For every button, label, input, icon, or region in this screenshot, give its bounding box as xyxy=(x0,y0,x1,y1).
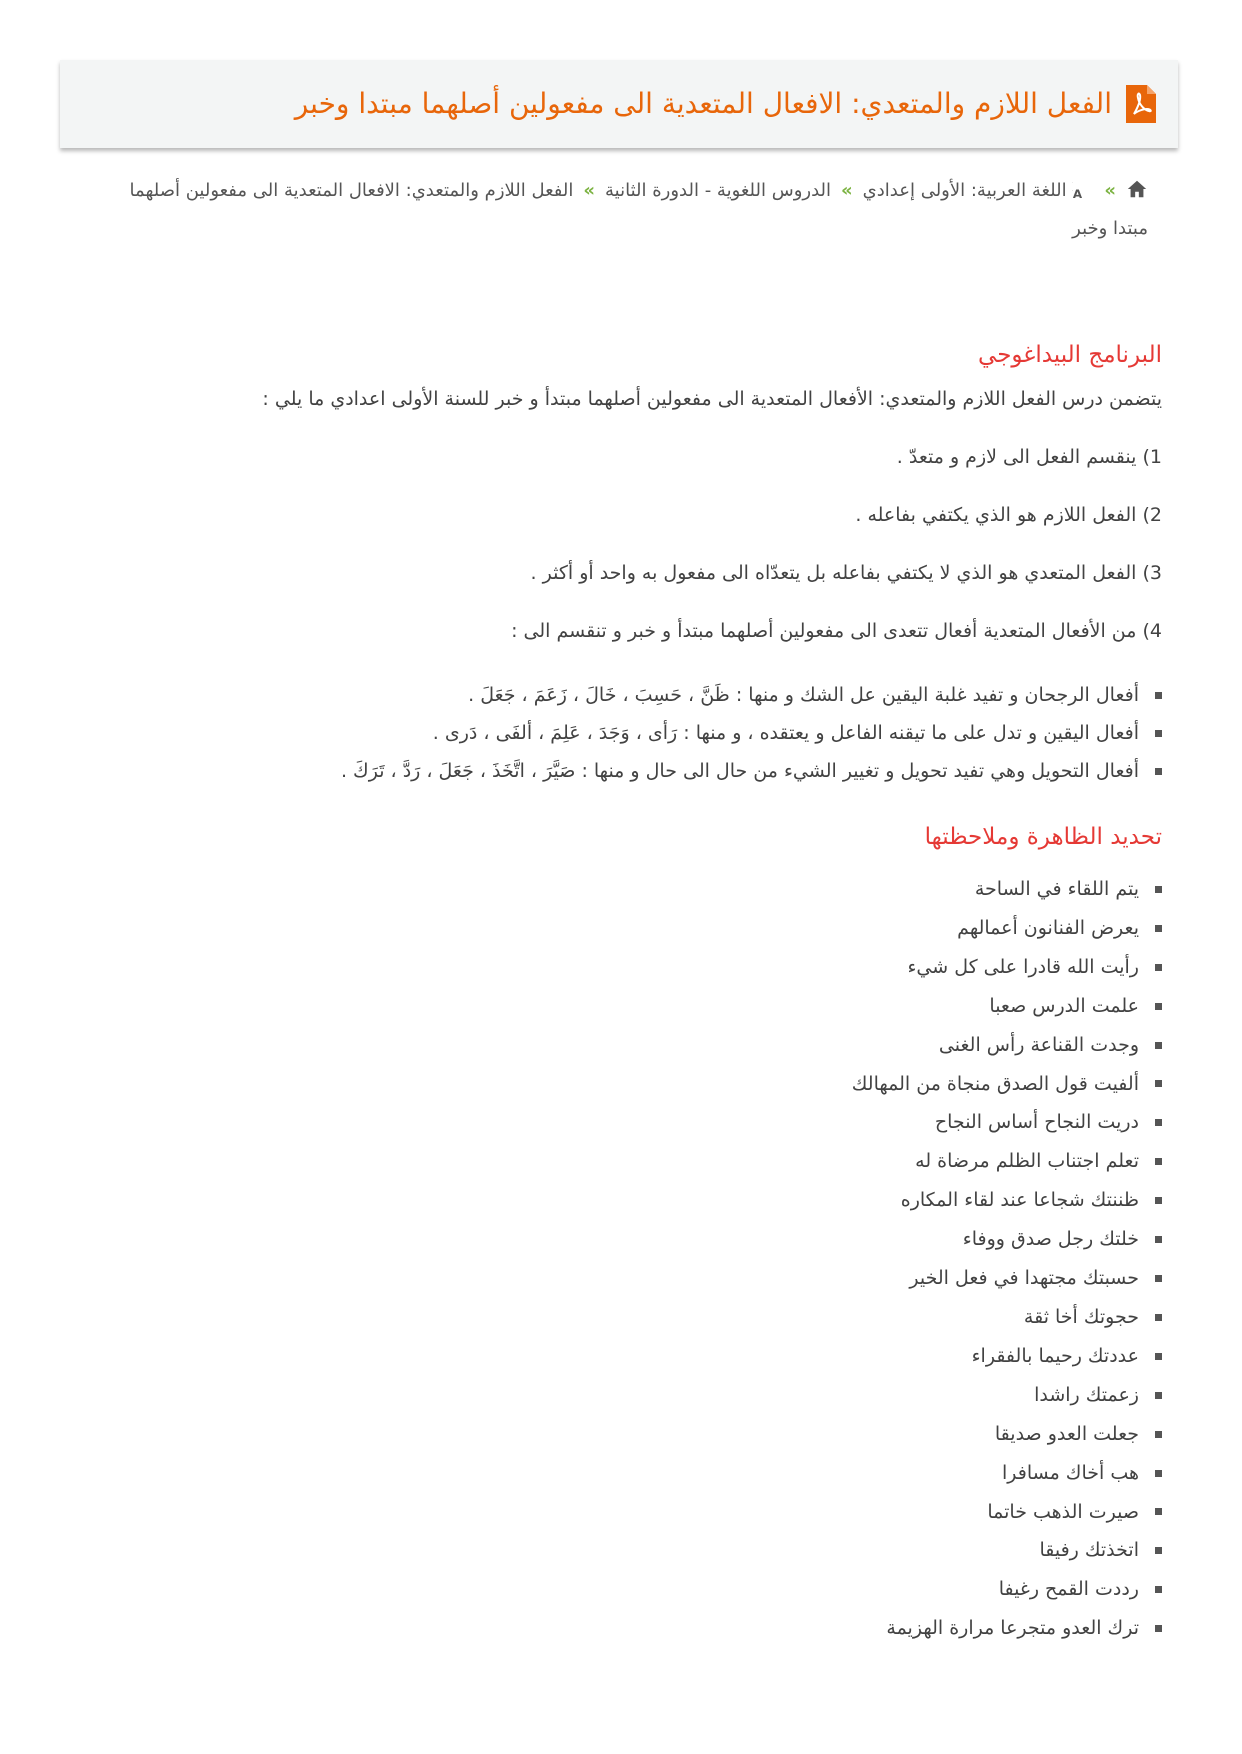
list-item: أفعال اليقين و تدل على ما تيقنه الفاعل و يعتقده ، و منها : رَأى ، وَجَدَ ، عَلِمَ ، ألفَى ، دَرى . xyxy=(76,714,1162,752)
section-heading-pedagogical-program: البرنامج البيداغوجي xyxy=(978,342,1162,368)
point-2: 2) الفعل اللازم هو الذي يكتفي بفاعله . xyxy=(855,504,1162,526)
list-item: ظننتك شجاعا عند لقاء المكاره xyxy=(76,1181,1162,1220)
point-4: 4) من الأفعال المتعدية أفعال تتعدى الى مفعولين أصلهما مبتدأ و خبر و تنقسم الى : xyxy=(511,620,1162,642)
examples-list xyxy=(60,870,1178,1648)
pdf-file-icon[interactable] xyxy=(1126,85,1156,123)
list-item: خلتك رجل صدق ووفاء xyxy=(76,1220,1162,1259)
point-3: 3) الفعل المتعدي هو الذي لا يكتفي بفاعله بل يتعدّاه الى مفعول به واحد أو أكثر . xyxy=(530,562,1162,584)
list-item: زعمتك راشدا xyxy=(76,1376,1162,1415)
list-item: اتخذتك رفيقا xyxy=(76,1531,1162,1570)
list-item: أفعال التحويل وهي تفيد تحويل و تغيير الشيء من حال الى حال و منها : صَيَّرَ ، اتَّخَذَ ، جَعَلَ ، رَدَّ ، تَرَكَ . xyxy=(76,752,1162,790)
list-item: هب أخاك مسافرا xyxy=(76,1454,1162,1493)
list-item: حسبتك مجتهدا في فعل الخير xyxy=(76,1259,1162,1298)
section-heading-phenomenon: تحديد الظاهرة وملاحظتها xyxy=(924,824,1162,850)
list-item: صيرت الذهب خاتما xyxy=(76,1493,1162,1532)
list-item: تعلم اجتناب الظلم مرضاة له xyxy=(76,1142,1162,1181)
breadcrumb-separator: » xyxy=(583,180,596,201)
breadcrumb-item[interactable]: الدروس اللغوية - الدورة الثانية xyxy=(605,180,832,201)
list-item: رأيت الله قادرا على كل شيء xyxy=(76,948,1162,987)
point-1: 1) ينقسم الفعل الى لازم و متعدّ . xyxy=(896,446,1162,468)
list-item: عددتك رحيما بالفقراء xyxy=(76,1337,1162,1376)
list-item: يتم اللقاء في الساحة xyxy=(76,870,1162,909)
list-item: علمت الدرس صعبا xyxy=(76,987,1162,1026)
list-item: جعلت العدو صديقا xyxy=(76,1415,1162,1454)
list-item: وجدت القناعة رأس الغنى xyxy=(76,1026,1162,1065)
home-icon[interactable] xyxy=(1126,178,1148,200)
breadcrumb-item[interactable]: اللغة العربية: الأولى إعدادي xyxy=(862,180,1067,201)
list-item: ألفيت قول الصدق منجاة من المهالك xyxy=(76,1065,1162,1104)
breadcrumb-separator: » xyxy=(841,180,853,201)
list-item: أفعال الرجحان و تفيد غلبة اليقين عل الشك و منها : ظَنَّ ، حَسِبَ ، خَالَ ، زَعَمَ ، جَعَلَ . xyxy=(76,676,1162,714)
title-bar xyxy=(60,60,1178,148)
page-title: الفعل اللازم والمتعدي: الافعال المتعدية الى مفعولين أصلهما مبتدا وخبر xyxy=(294,87,1112,121)
page xyxy=(60,60,1178,1648)
breadcrumb-current: الفعل اللازم والمتعدي: الافعال المتعدية الى مفعولين أصلهما مبتدا وخبر xyxy=(129,180,1148,239)
breadcrumb-separator: » xyxy=(1104,180,1116,201)
breadcrumb xyxy=(60,172,1178,248)
list-item: حجوتك أخا ثقة xyxy=(76,1298,1162,1337)
list-item: ترك العدو متجرعا مرارة الهزيمة xyxy=(76,1609,1162,1648)
svg-text:A: A xyxy=(1073,187,1083,200)
intro-text: يتضمن درس الفعل اللازم والمتعدي: الأفعال المتعدية الى مفعولين أصلهما مبتدأ و خبر للسنة الأولى اعدادي ما يلي : xyxy=(262,388,1162,410)
translate-icon xyxy=(1072,178,1094,200)
list-item: دريت النجاح أساس النجاح xyxy=(76,1103,1162,1142)
list-item: يعرض الفنانون أعمالهم xyxy=(76,909,1162,948)
verb-types-list xyxy=(60,676,1178,790)
list-item: رددت القمح رغيفا xyxy=(76,1570,1162,1609)
